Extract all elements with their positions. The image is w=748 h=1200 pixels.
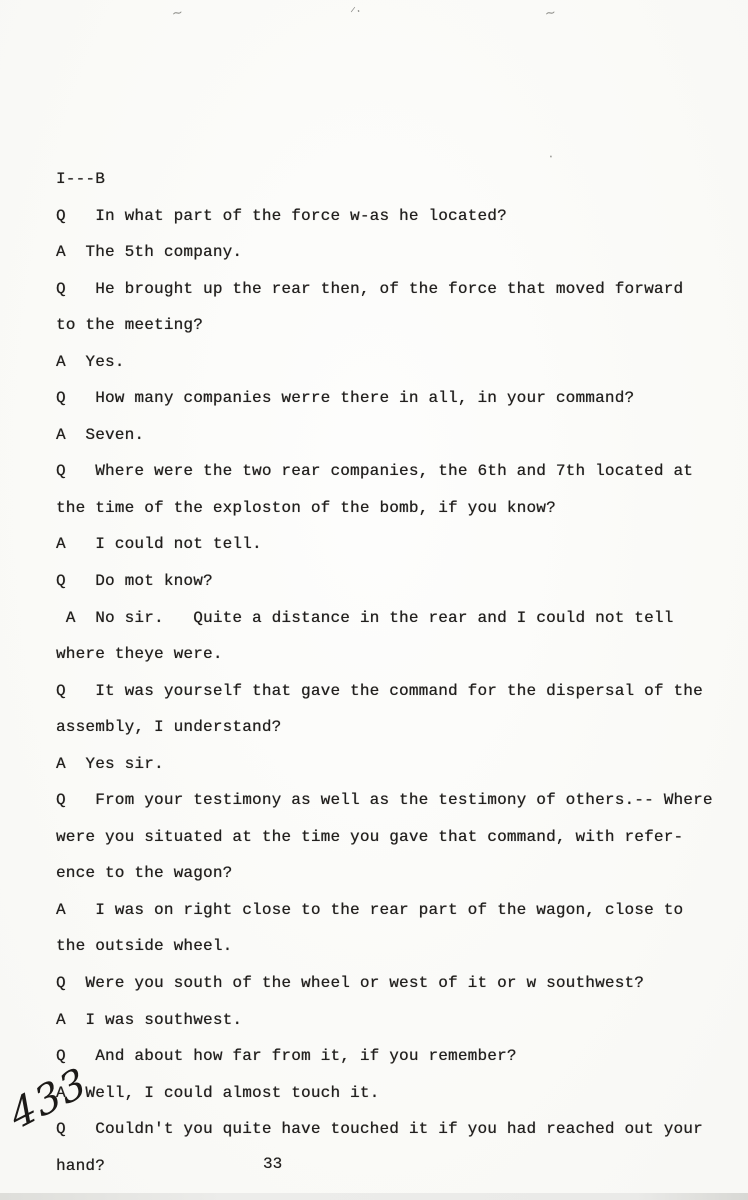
scan-bottom-edge [0, 1193, 748, 1200]
scan-artifact-mark: · [547, 149, 555, 166]
transcript-line: A Yes. [56, 352, 125, 371]
transcript-line: Q And about how far from it, if you remember? [56, 1047, 517, 1066]
transcript-line: A I could not tell. [56, 535, 262, 554]
transcript-line: A Seven. [56, 425, 145, 444]
transcript-line: assembly, I understand? [56, 718, 282, 737]
transcript-line: to the meeting? [56, 316, 204, 335]
transcript-line: Q In what part of the force w-as he located? [56, 206, 507, 225]
transcript-line: the time of the exploston of the bomb, if you know? [56, 498, 556, 517]
page-number: 33 [263, 1155, 283, 1173]
transcript-line: Q He brought up the rear then, of the force that moved forward [56, 279, 684, 298]
transcript-line: A I was on right close to the rear part of the wagon, close to [56, 900, 684, 919]
transcript-line: Q Where were the two rear companies, the 6th and 7th located at [56, 462, 694, 481]
scan-artifact-mark: ⸍· [349, 4, 362, 21]
transcript-line: were you situated at the time you gave that command, with refer- [56, 827, 684, 846]
handwritten-margin-number: 433 [4, 1058, 94, 1140]
transcript-line: A I was southwest. [56, 1010, 243, 1029]
scan-artifact-mark: ~ [544, 5, 557, 22]
transcript-line: where theye were. [56, 645, 223, 664]
transcript-line: A Yes sir. [56, 754, 164, 773]
transcript-line: A Well, I could almost touch it. [56, 1083, 380, 1102]
transcript-line: Q From your testimony as well as the testimony of others.-- Where [56, 791, 713, 810]
transcript-line: Q Do mot know? [56, 572, 213, 591]
transcript-line: Q Were you south of the wheel or west of it or w southwest? [56, 974, 645, 993]
transcript-line: the outside wheel. [56, 937, 233, 956]
transcript-line: Q How many companies werre there in all, in your command? [56, 389, 635, 408]
transcript-line: ence to the wagon? [56, 864, 233, 883]
transcript-line: Q Couldn't you quite have touched it if you had reached out your [56, 1120, 703, 1139]
scan-artifact-mark: ~ [171, 5, 184, 22]
transcript-line: hand? [56, 1156, 106, 1175]
transcript-line: I---B [56, 170, 106, 188]
transcript-lines [56, 161, 716, 1184]
transcript-line: A The 5th company. [56, 243, 243, 262]
transcript-line: A No sir. Quite a distance in the rear and I could not tell [56, 608, 674, 627]
transcript-line: Q It was yourself that gave the command for the dispersal of the [56, 681, 703, 700]
